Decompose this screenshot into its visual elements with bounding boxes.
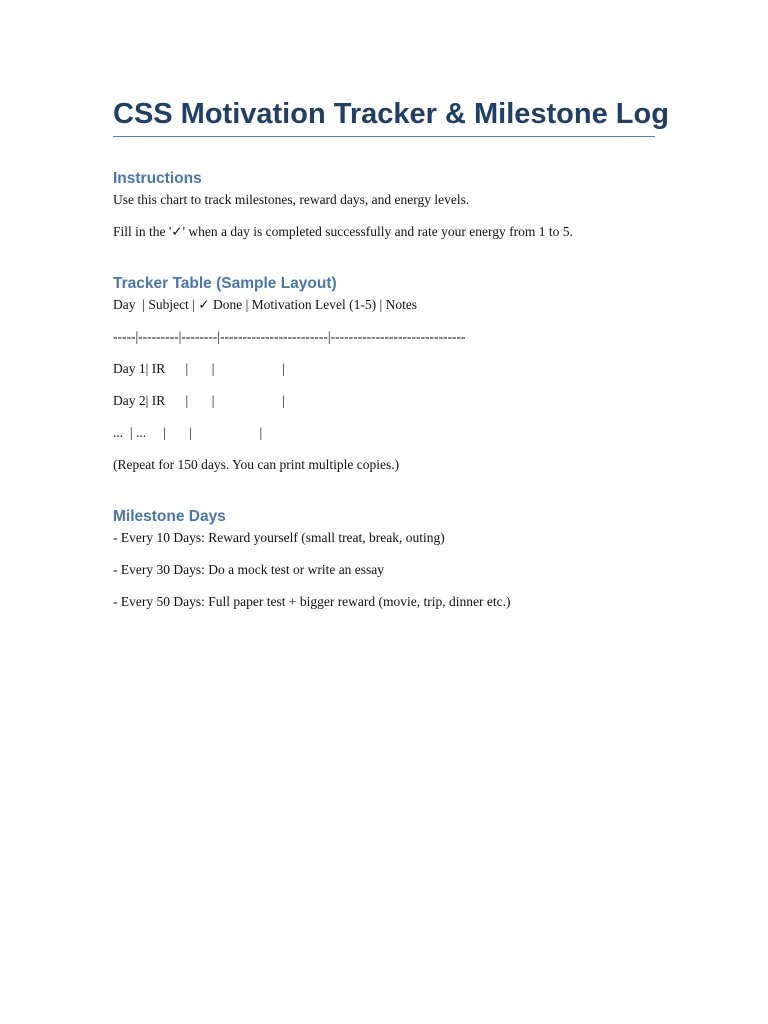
- milestones-heading: Milestone Days: [113, 508, 226, 525]
- instructions-line: Fill in the '✓' when a day is completed successfully and rate your energy from 1 to 5.: [113, 224, 573, 239]
- tracker-row: ... | ... | | |: [113, 425, 263, 440]
- tracker-row: Day 1| IR | | |: [113, 361, 285, 376]
- milestone-item: - Every 30 Days: Do a mock test or write an essay: [113, 562, 385, 577]
- tracker-note: (Repeat for 150 days. You can print multiple copies.): [113, 457, 400, 472]
- milestone-item: - Every 10 Days: Reward yourself (small treat, break, outing): [113, 530, 445, 545]
- instructions-heading: Instructions: [113, 170, 202, 187]
- document-title: CSS Motivation Tracker & Milestone Log: [113, 96, 655, 137]
- tracker-row: Day 2| IR | | |: [113, 393, 285, 408]
- document-page: [113, 96, 669, 611]
- tracker-separator-row: -----|---------|--------|------------------------|------------------------------: [113, 329, 466, 344]
- instructions-line: Use this chart to track milestones, reward days, and energy levels.: [113, 192, 470, 207]
- tracker-heading: Tracker Table (Sample Layout): [113, 275, 337, 292]
- tracker-header-row: Day | Subject | ✓ Done | Motivation Level (1-5) | Notes: [113, 297, 418, 312]
- milestone-item: - Every 50 Days: Full paper test + bigger reward (movie, trip, dinner etc.): [113, 594, 511, 609]
